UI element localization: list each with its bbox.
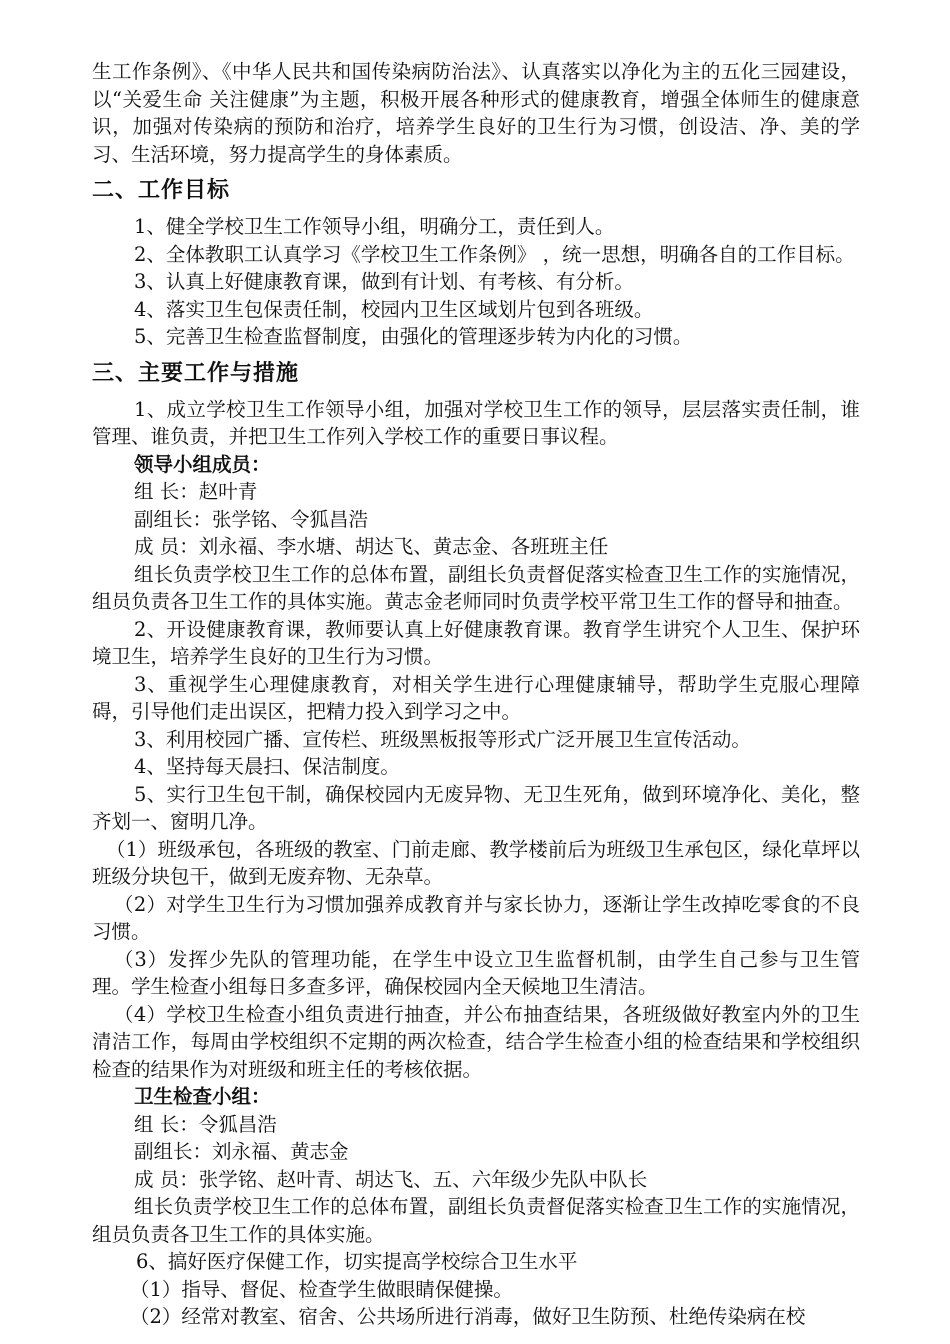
measure-paragraph-3b: 3、利用校园广播、宣传栏、班级黑板报等形式广泛开展卫生宣传活动。 (134, 727, 751, 751)
intro-paragraph: 生工作条例》、《中华人民共和国传染病防治法》、认真落实以净化为主的五化三园建设，以“关爱生命 关注健康”为主题，积极开展各种形式的健康教育，增强全体师生的健康意识，加强对传染病的预防和治疗，培养学生良好的卫生行为习惯，创设洁、净、美的学习、生活环境，努力提高学生的身体素质。 (92, 60, 860, 166)
check-group-duty: 组长负责学校卫生工作的总体布置，副组长负责督促落实检查卫生工作的实施情况，组员负责各卫生工作的具体实施。 (92, 1195, 860, 1246)
leader-group-duty: 组长负责学校卫生工作的总体布置，副组长负责督促落实检查卫生工作的实施情况，组员负责各卫生工作的具体实施。黄志金老师同时负责学校平常卫生工作的督导和抽查。 (92, 562, 860, 613)
section-heading-measures: 三、主要工作与措施 (92, 360, 300, 386)
measure-sub-6-1: （1）指导、督促、检查学生做眼睛保健操。 (130, 1277, 513, 1301)
measure-paragraph-2: 2、开设健康教育课，教师要认真上好健康教育课。教育学生讲究个人卫生、保护环境卫生，培养学生良好的卫生行为习惯。 (92, 617, 860, 668)
document-page (92, 58, 860, 1331)
leader-group-members: 成 员：刘永福、李水塘、胡达飞、黄志金、各班班主任 (134, 535, 609, 558)
check-group-head: 组 长：令狐昌浩 (134, 1112, 277, 1136)
goal-item-1: 1、健全学校卫生工作领导小组，明确分工，责任到人。 (134, 215, 615, 238)
check-group-deputy: 副组长：刘永福、黄志金 (134, 1140, 349, 1163)
check-group-title: 卫生检查小组： (134, 1085, 271, 1108)
measure-paragraph-3: 3、重视学生心理健康教育，对相关学生进行心理健康辅导，帮助学生克服心理障碍，引导他们走出误区，把精力投入到学习之中。 (92, 672, 860, 723)
goal-item-4: 4、落实卫生包保责任制，校园内卫生区域划片包到各班级。 (134, 297, 654, 321)
goal-item-5: 5、完善卫生检查监督制度，由强化的管理逐步转为内化的习惯。 (134, 325, 693, 348)
measure-paragraph-5: 5、实行卫生包干制，确保校园内无废异物、无卫生死角，做到环境净化、美化，整齐划一、窗明几净。 (92, 782, 860, 833)
leader-group-deputy: 副组长：张学铭、令狐昌浩 (134, 507, 369, 531)
leader-group-title: 领导小组成员： (134, 452, 271, 476)
goal-item-3: 3、认真上好健康教育课，做到有计划、有考核、有分析。 (134, 270, 634, 293)
check-group-members: 成 员：张学铭、赵叶青、胡达飞、五、六年级少先队中队长 (134, 1167, 648, 1191)
measure-paragraph-6: 6、搞好医疗保健工作，切实提高学校综合卫生水平 (136, 1250, 578, 1273)
goal-item-2: 2、全体教职工认真学习《学校卫生工作条例》 ，统一思想，明确各自的工作目标。 (134, 242, 855, 266)
measure-sub-5-2: （2）对学生卫生行为习惯加强养成教育并与家长协力，逐渐让学生改掉吃零食的不良习惯。 (92, 892, 860, 943)
section-heading-goals: 二、工作目标 (92, 178, 231, 203)
measure-sub-6-2: （2）经常对教室、宿舍、公共场所进行消毒，做好卫生防预、杜绝传染病在校 (130, 1305, 806, 1328)
measure-paragraph-4: 4、坚持每天晨扫、保洁制度。 (134, 755, 400, 778)
leader-group-head: 组 长：赵叶青 (134, 480, 258, 503)
measure-sub-5-4: （4）学校卫生检查小组负责进行抽查，并公布抽查结果，各班级做好教室内外的卫生清洁工作，每周由学校组织不定期的两次检查，结合学生检查小组的检查结果和学校组织检查的结果作为对班级和班主任的考核依据。 (92, 1002, 860, 1081)
measure-paragraph-1: 1、成立学校卫生工作领导小组，加强对学校卫生工作的领导，层层落实责任制，谁管理、谁负责，并把卫生工作列入学校工作的重要日事议程。 (92, 397, 860, 448)
measure-sub-5-3: （3）发挥少先队的管理功能，在学生中设立卫生监督机制，由学生自己参与卫生管理。学生检查小组每日多查多评，确保校园内全天候地卫生清洁。 (92, 947, 860, 998)
measure-sub-5-1: （1）班级承包，各班级的教室、门前走廊、教学楼前后为班级卫生承包区，绿化草坪以班级分块包干，做到无废弃物、无杂草。 (92, 837, 860, 888)
